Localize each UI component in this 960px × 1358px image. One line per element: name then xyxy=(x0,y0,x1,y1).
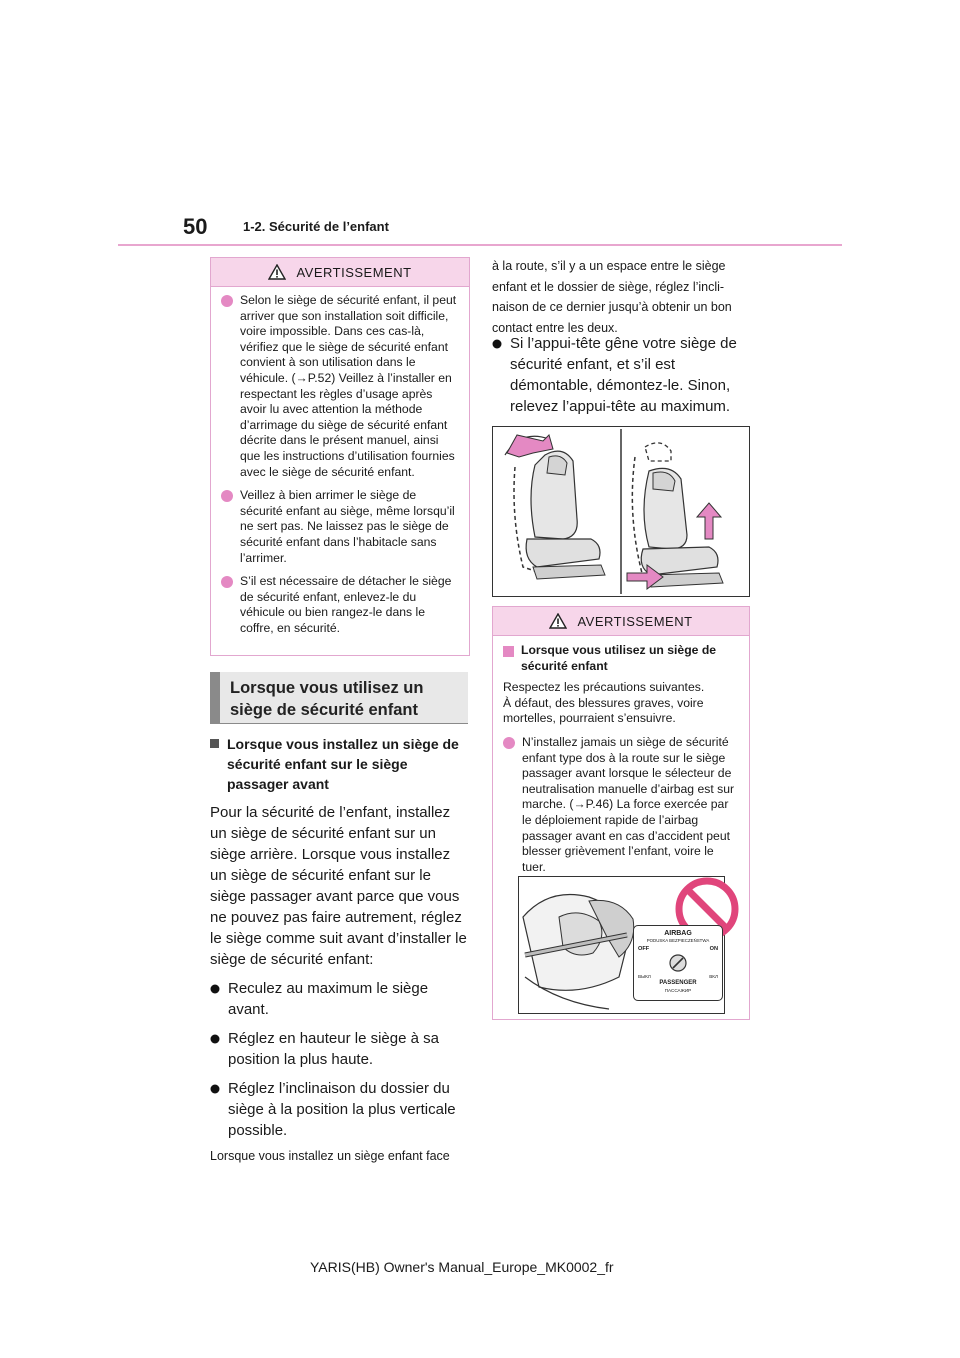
warning-header xyxy=(211,258,469,287)
warning-box-top xyxy=(210,257,470,656)
pink-square-icon xyxy=(503,646,514,657)
left-column-body xyxy=(210,734,468,1164)
warning-title: AVERTISSEMENT xyxy=(296,264,412,280)
seat-illustration xyxy=(493,427,749,596)
subsection-heading: Lorsque vous installez un siège de sécurité enfant sur le siège passager avant xyxy=(210,734,468,794)
bullet-icon xyxy=(210,1084,220,1094)
airbag-off-label: OFF xyxy=(638,946,650,952)
warning-header xyxy=(493,607,749,636)
pink-bullet-icon xyxy=(221,490,233,502)
section-title: Lorsque vous utilisez un siège de sécurité enfant xyxy=(210,672,468,724)
warning-item: Selon le siège de sécurité enfant, il peut arriver que son installation soit difficile, voire impossible. Dans ces cas-là, vérifiez que le siège de sécurité enfant convient à son utilisation dans le véhicule. (→P.52) Veillez à l’installer en respectant les règles d’usage après avoir lu avec attention la méthode d’arrimage du siège de sécurité enfant décrite dans le présent manuel, ainsi que les instructions d’utilisation fournies avec le siège de sécurité enfant. xyxy=(221,293,459,480)
airbag-passenger-alt-label: ПАССАЖИР xyxy=(664,988,692,993)
bullet-icon xyxy=(210,984,220,994)
warning-subheading: Lorsque vous utilisez un siège de sécurité enfant xyxy=(503,643,739,674)
seat-right xyxy=(627,443,723,589)
airbag-off-alt-label: ВЫКЛ xyxy=(638,974,651,979)
warning-item: Veillez à bien arrimer le siège de sécurité enfant au siège, même lorsqu’il ne sert pas. Ne laissez pas le siège de sécurité enfant dans l’habitacle sans l’arrimer. xyxy=(221,488,459,566)
airbag-panel-subtitle: PODUSKA BEZPIECZEŃSTWA xyxy=(646,938,710,943)
note-continuation: à la route, s’il y a un espace entre le siège enfant et le dossier de siège, réglez l’incli- naison de ce dernier jusqu’à obtenir un bon contact entre les deux. xyxy=(492,259,732,335)
bullet-icon xyxy=(210,1034,220,1044)
airbag-key-switch-icon xyxy=(668,953,688,973)
airbag-passenger-label: PASSENGER xyxy=(659,980,697,986)
pink-bullet-icon xyxy=(221,576,233,588)
page-number: 50 xyxy=(183,214,208,239)
headrest-list-item: Si l’appui-tête gêne votre siège de sécurité enfant, et s’il est démontable, démontez-le. Sinon, relevez l’appui-tête au maximum. xyxy=(492,333,742,417)
intro-paragraph: Pour la sécurité de l’enfant, installez un siège de sécurité enfant sur un siège arrière. Lorsque vous installez un siège de sécurité enfant sur le siège passager avant parce que vous ne pouvez pas faire autrement, réglez le siège comme suit avant d’installer le siège de sécurité enfant: xyxy=(210,804,467,968)
seat-adjustment-figure xyxy=(492,426,750,597)
pink-bullet-icon xyxy=(221,295,233,307)
warning-item: N’installez jamais un siège de sécurité enfant type dos à la route sur le siège passager avant lorsque le sélecteur de neutralisation manuelle d’airbag est sur marche. (→P.46) La force exercée par le déploiement rapide de l’airbag passager avant en cas d’accident peut blesser grièvement l’enfant, voire le tuer. xyxy=(503,735,739,875)
note-start: Lorsque vous installez un siège enfant face xyxy=(210,1149,450,1163)
airbag-on-label: ON xyxy=(709,946,718,952)
footer: YARIS(HB) Owner's Manual_Europe_MK0002_fr xyxy=(310,1259,614,1275)
airbag-panel-title: AIRBAG xyxy=(664,930,692,937)
list-item: Réglez en hauteur le siège à sa position la plus haute. xyxy=(210,1028,468,1070)
pink-bullet-icon xyxy=(503,737,515,749)
warning-intro: Respectez les précautions suivantes. À défaut, des blessures graves, voire mortelles, pourraient s’ensuivre. xyxy=(503,680,705,726)
section-heading: 1-2. Sécurité de l’enfant xyxy=(243,219,389,234)
warning-item: S’il est nécessaire de détacher le siège de sécurité enfant, enlevez-le du véhicule ou bien rangez-le dans le coffre, en sécurité. xyxy=(221,574,459,636)
warning-triangle-icon xyxy=(549,613,567,629)
seat-left xyxy=(505,435,605,579)
airbag-on-alt-label: ВКЛ xyxy=(709,974,718,979)
square-bullet-icon xyxy=(210,739,219,748)
warning-triangle-icon xyxy=(268,264,286,280)
list-item: Reculez au maximum le siège avant. xyxy=(210,978,468,1020)
bullet-icon xyxy=(492,339,502,349)
warning-box-bottom xyxy=(492,606,750,1020)
list-item: Réglez l’inclinaison du dossier du siège à la position la plus verticale possible. xyxy=(210,1078,468,1141)
warning-title: AVERTISSEMENT xyxy=(577,613,693,629)
airbag-panel xyxy=(633,925,723,1001)
header-rule xyxy=(118,244,842,246)
